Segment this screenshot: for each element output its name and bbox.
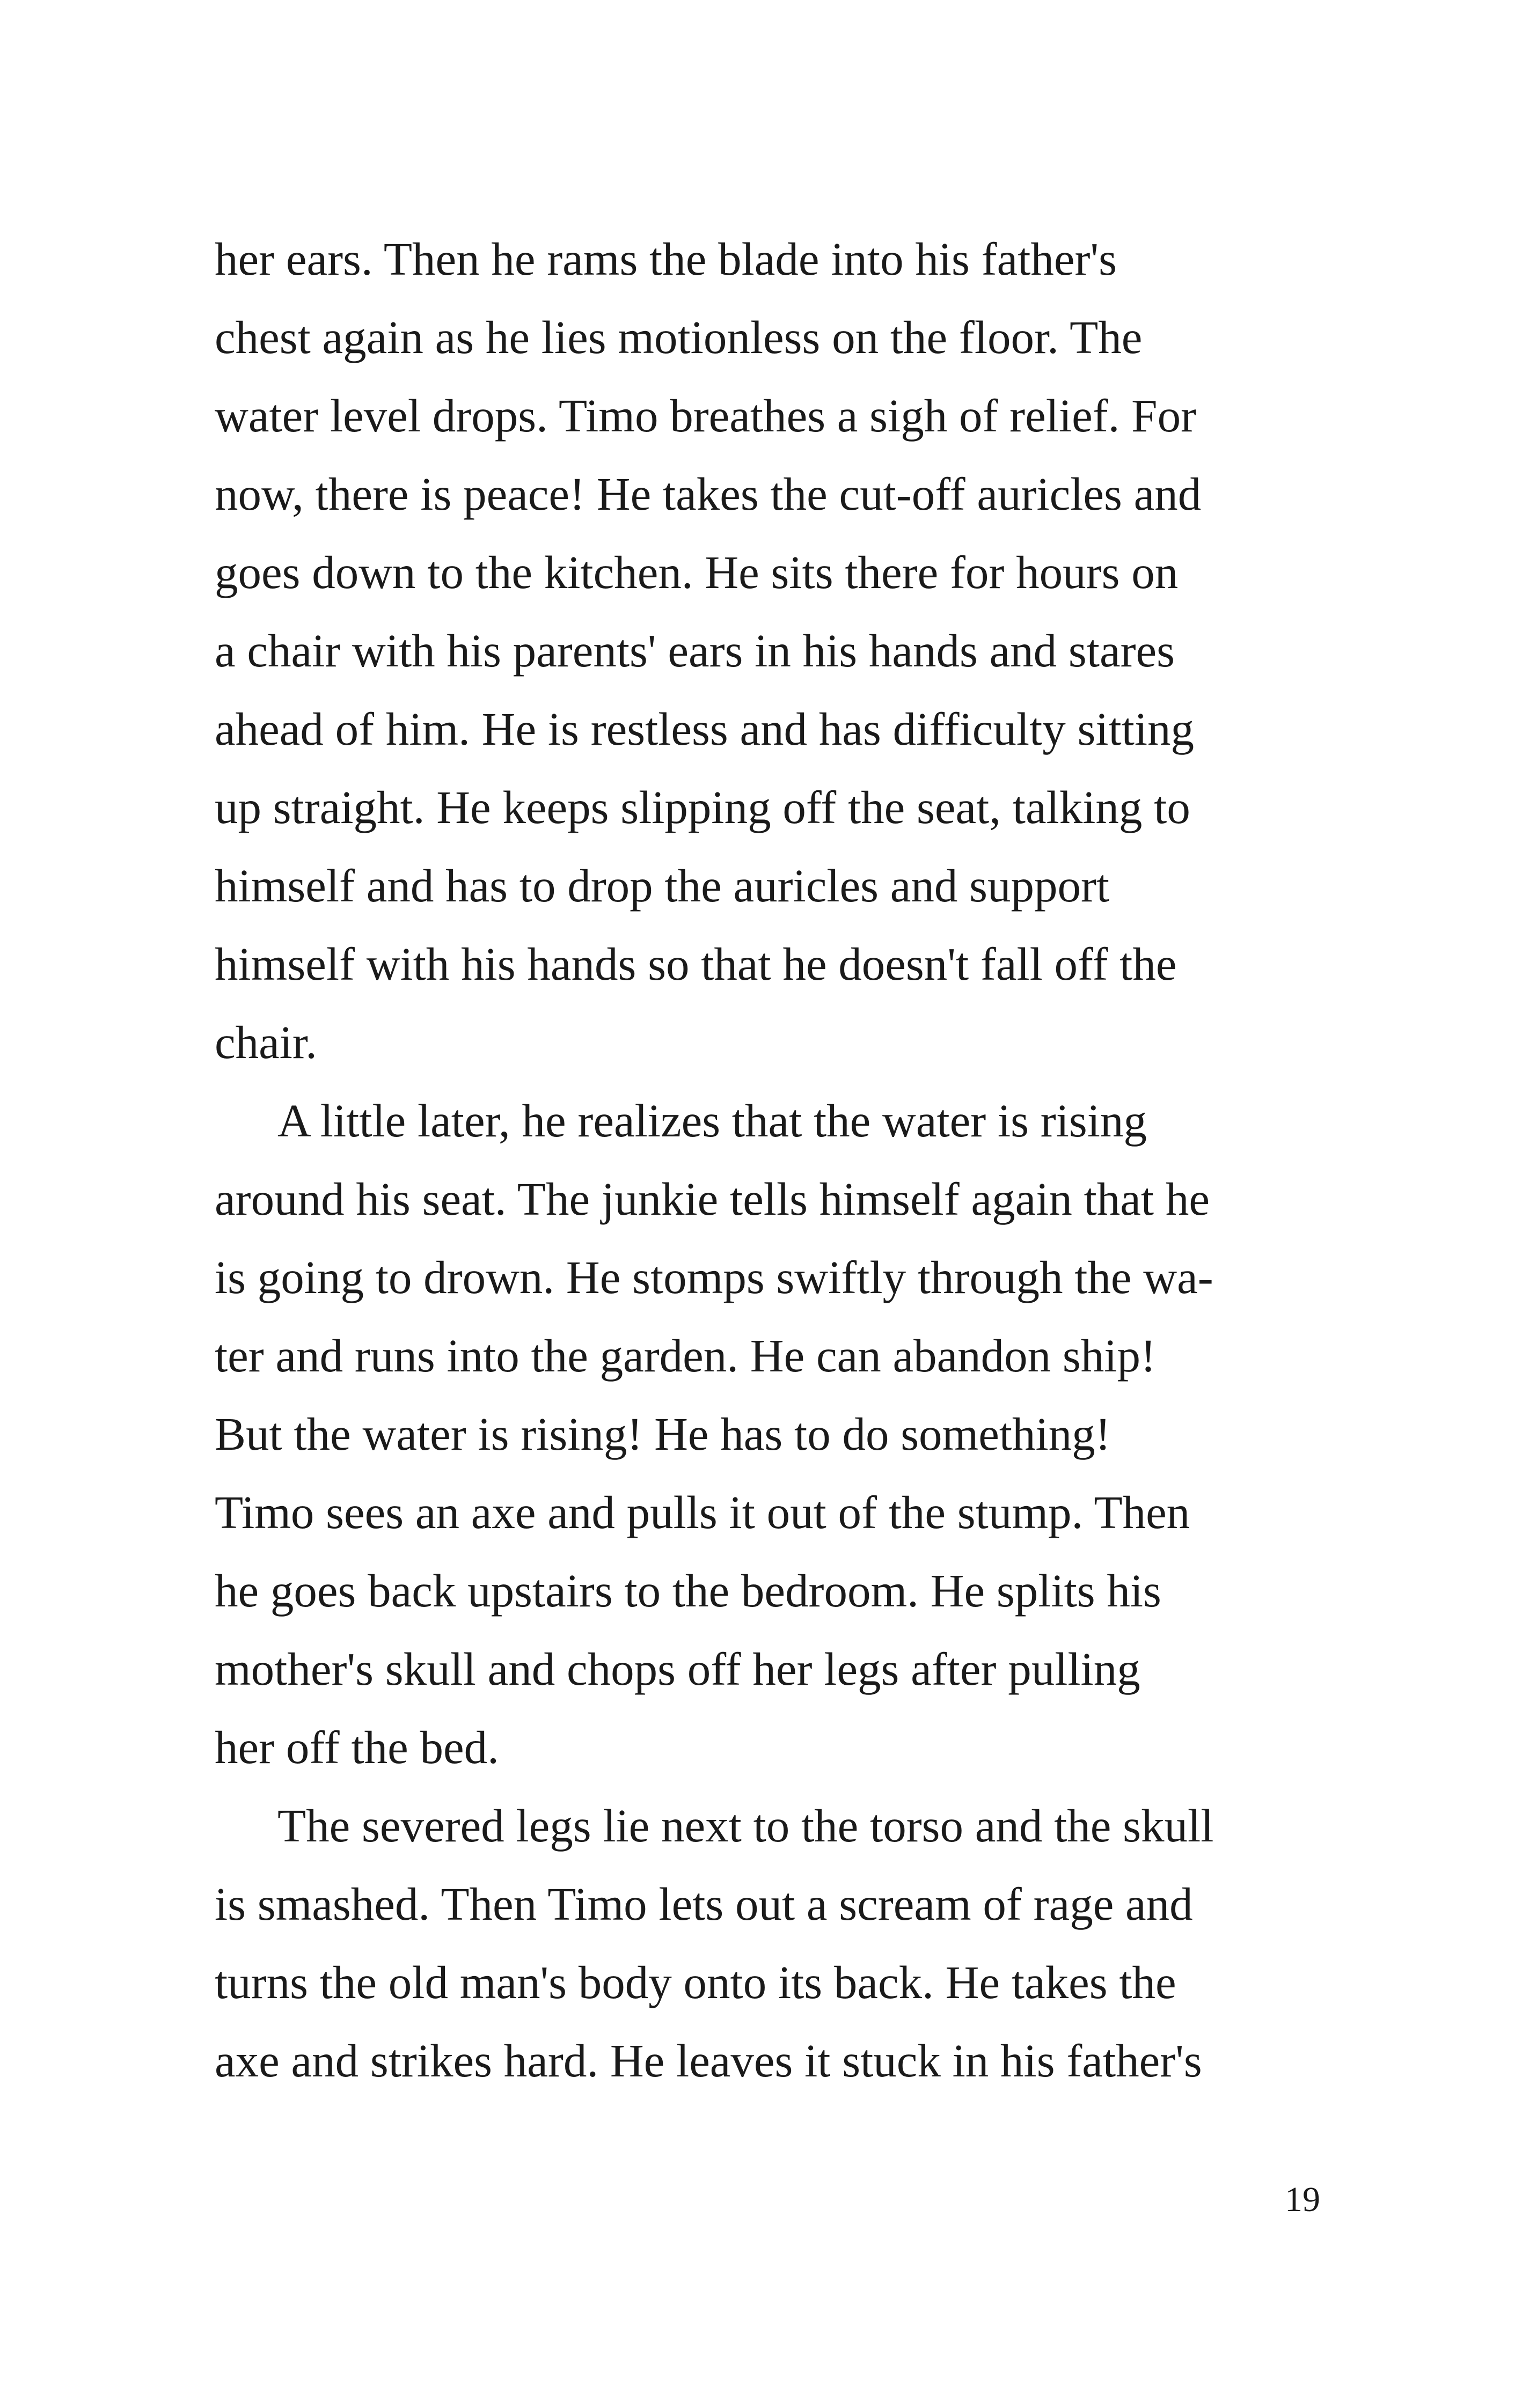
text-line: But the water is rising! He has to do something! — [215, 1408, 1111, 1460]
text-line: The severed legs lie next to the torso and the skull — [277, 1800, 1214, 1852]
text-line: mother's skull and chops off her legs after pulling — [215, 1643, 1140, 1695]
text-line: water level drops. Timo breathes a sigh of relief. For — [215, 390, 1197, 442]
text-line: Timo sees an axe and pulls it out of the stump. Then — [215, 1486, 1190, 1538]
text-line: A little later, he realizes that the water is rising — [277, 1095, 1147, 1147]
text-line: is smashed. Then Timo lets out a scream of rage and — [215, 1878, 1193, 1930]
body-text — [215, 220, 1320, 2100]
text-line: around his seat. The junkie tells himself again that he — [215, 1173, 1210, 1225]
text-line: turns the old man's body onto its back. He takes the — [215, 1956, 1176, 2008]
text-line: her ears. Then he rams the blade into his father's — [215, 233, 1117, 285]
text-line: now, there is peace! He takes the cut-off auricles and — [215, 468, 1202, 520]
text-line: he goes back upstairs to the bedroom. He splits his — [215, 1565, 1161, 1617]
text-line: axe and strikes hard. He leaves it stuck in his father's — [215, 2035, 1202, 2087]
page-number: 19 — [1285, 2180, 1320, 2219]
text-line: chair. — [215, 1016, 317, 1068]
text-line: ter and runs into the garden. He can abandon ship! — [215, 1330, 1156, 1382]
text-line: himself and has to drop the auricles and support — [215, 860, 1110, 912]
paragraph-2 — [215, 1082, 1320, 1787]
text-line: himself with his hands so that he doesn't fall off the — [215, 938, 1177, 990]
text-line: is going to drown. He stomps swiftly through the wa- — [215, 1251, 1213, 1303]
text-line: up straight. He keeps slipping off the seat, talking to — [215, 781, 1190, 833]
text-line: ahead of him. He is restless and has difficulty sitting — [215, 703, 1195, 755]
text-line: her off the bed. — [215, 1721, 499, 1773]
text-line: chest again as he lies motionless on the floor. The — [215, 311, 1143, 363]
text-line: goes down to the kitchen. He sits there for hours on — [215, 546, 1179, 598]
paragraph-3 — [215, 1787, 1320, 2100]
text-line: a chair with his parents' ears in his hands and stares — [215, 625, 1175, 677]
paragraph-1 — [215, 220, 1320, 1082]
